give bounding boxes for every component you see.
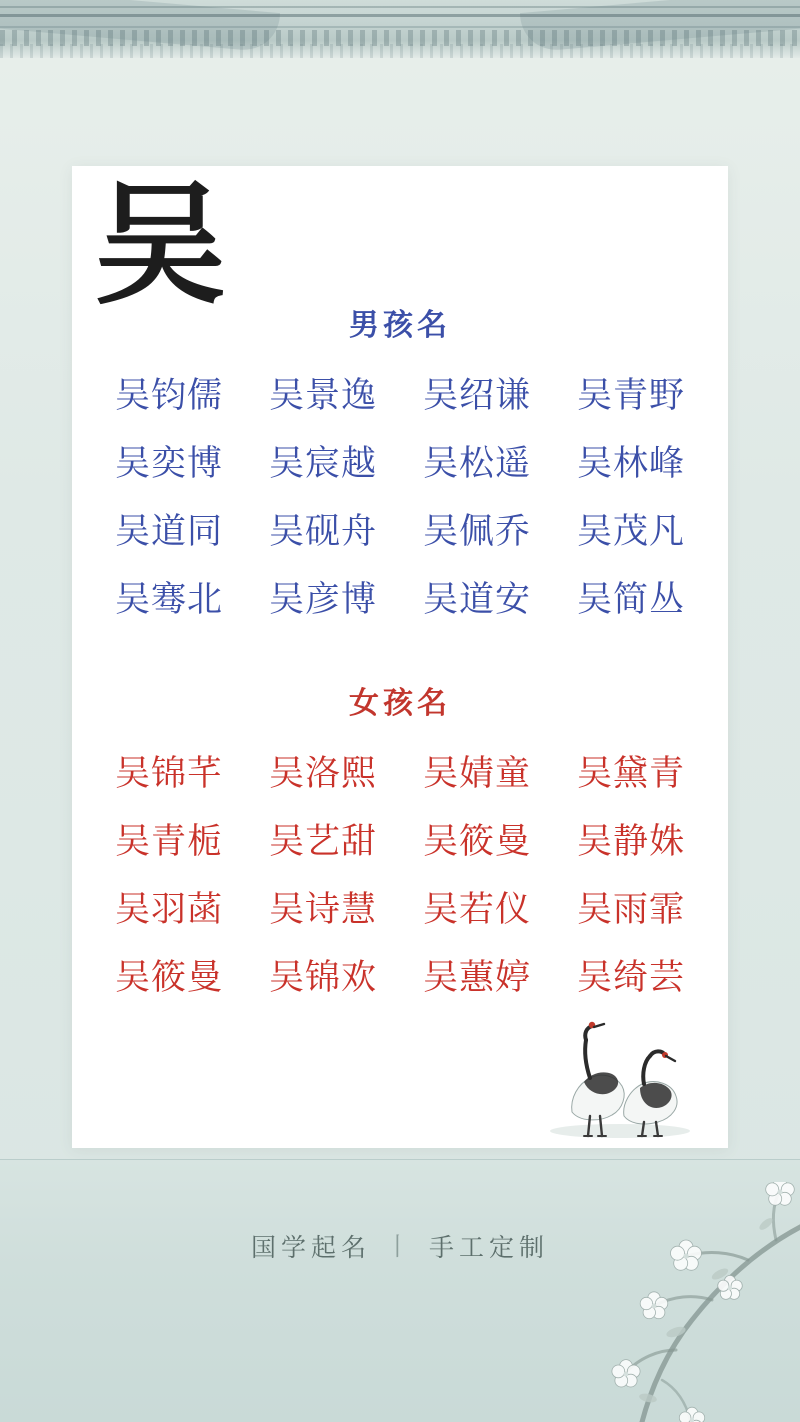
list-item: 吴佩乔 [422, 512, 531, 552]
list-item: 吴绍谦 [422, 376, 531, 416]
list-item: 吴筱曼 [114, 958, 223, 998]
list-item: 吴雨霏 [576, 890, 685, 930]
list-item: 吴黛青 [576, 754, 685, 794]
list-item: 吴静姝 [576, 822, 685, 862]
list-item: 吴青野 [576, 376, 685, 416]
list-item: 吴若仪 [422, 890, 531, 930]
list-item: 吴绮芸 [576, 958, 685, 998]
list-item: 吴宸越 [268, 444, 377, 484]
roof-ridge-line-3 [0, 26, 800, 28]
girls-section-title: 女孩名 [349, 686, 451, 721]
list-item: 吴骞北 [114, 580, 223, 620]
list-item: 吴砚舟 [268, 512, 377, 552]
roof-fringe [0, 44, 800, 58]
roof-ridge-line-2 [0, 14, 800, 17]
list-item: 吴奕博 [114, 444, 223, 484]
list-item: 吴诗慧 [268, 890, 377, 930]
list-item: 吴道安 [422, 580, 531, 620]
roof-ridge-line-1 [0, 6, 800, 8]
list-item: 吴筱曼 [422, 822, 531, 862]
list-item: 吴青栀 [114, 822, 223, 862]
list-item: 吴钧儒 [114, 376, 223, 416]
name-card [72, 166, 728, 1148]
list-item: 吴艺甜 [268, 822, 377, 862]
list-item: 吴羽菡 [114, 890, 223, 930]
list-item: 吴蕙婷 [422, 958, 531, 998]
footer-separator: 丨 [384, 1232, 415, 1261]
boys-name-grid [92, 362, 708, 634]
list-item: 吴彦博 [268, 580, 377, 620]
list-item: 吴锦芊 [114, 754, 223, 794]
roof-decoration [0, 0, 800, 58]
footer-right-label: 手工定制 [429, 1233, 550, 1262]
list-item: 吴简丛 [576, 580, 685, 620]
list-item: 吴道同 [114, 512, 223, 552]
list-item: 吴洛熙 [268, 754, 377, 794]
list-item: 吴松遥 [422, 444, 531, 484]
list-item: 吴茂凡 [576, 512, 685, 552]
footer-left-label: 国学起名 [250, 1233, 371, 1262]
surname-character: 吴 [94, 168, 226, 323]
list-item: 吴婧童 [422, 754, 531, 794]
list-item: 吴林峰 [576, 444, 685, 484]
list-item: 吴锦欢 [268, 958, 377, 998]
boys-section-title: 男孩名 [349, 308, 451, 343]
list-item: 吴景逸 [268, 376, 377, 416]
cranes-icon [532, 1012, 702, 1142]
girls-name-grid [92, 740, 708, 1012]
plum-branch-icon [480, 1182, 800, 1422]
footer-band [0, 1159, 800, 1422]
